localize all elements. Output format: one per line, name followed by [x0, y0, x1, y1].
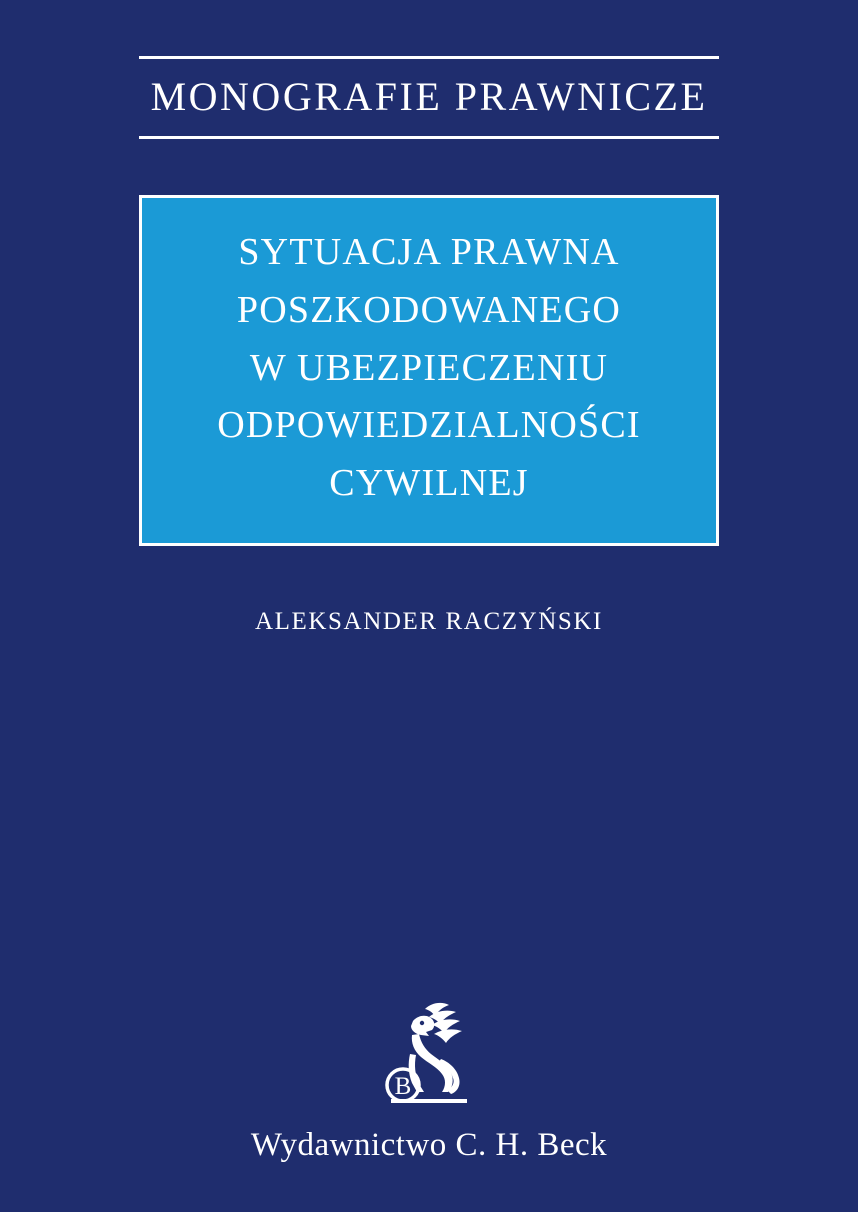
- publisher-name: Wydawnictwo C. H. Beck: [250, 1127, 608, 1163]
- title-line-3: W UBEZPIECZENIU: [249, 346, 609, 389]
- publisher-block: [0, 999, 858, 1164]
- title-line-2: POSZKODOWANEGO: [236, 288, 622, 331]
- title-line-1: SYTUACJA PRAWNA: [238, 231, 620, 273]
- title-panel: [139, 195, 719, 546]
- author-name: ALEKSANDER RACZYŃSKI: [255, 607, 603, 635]
- title-line-4: ODPOWIEDZIALNOŚCI: [217, 404, 641, 447]
- griffin-logo-icon: [369, 999, 489, 1117]
- series-rule-bottom: [139, 136, 719, 139]
- title-line-5: CYWILNEJ: [329, 462, 529, 504]
- series-header: [139, 56, 719, 139]
- series-title: MONOGRAFIE PRAWNICZE: [150, 74, 708, 119]
- logo-letter: B: [394, 1073, 412, 1100]
